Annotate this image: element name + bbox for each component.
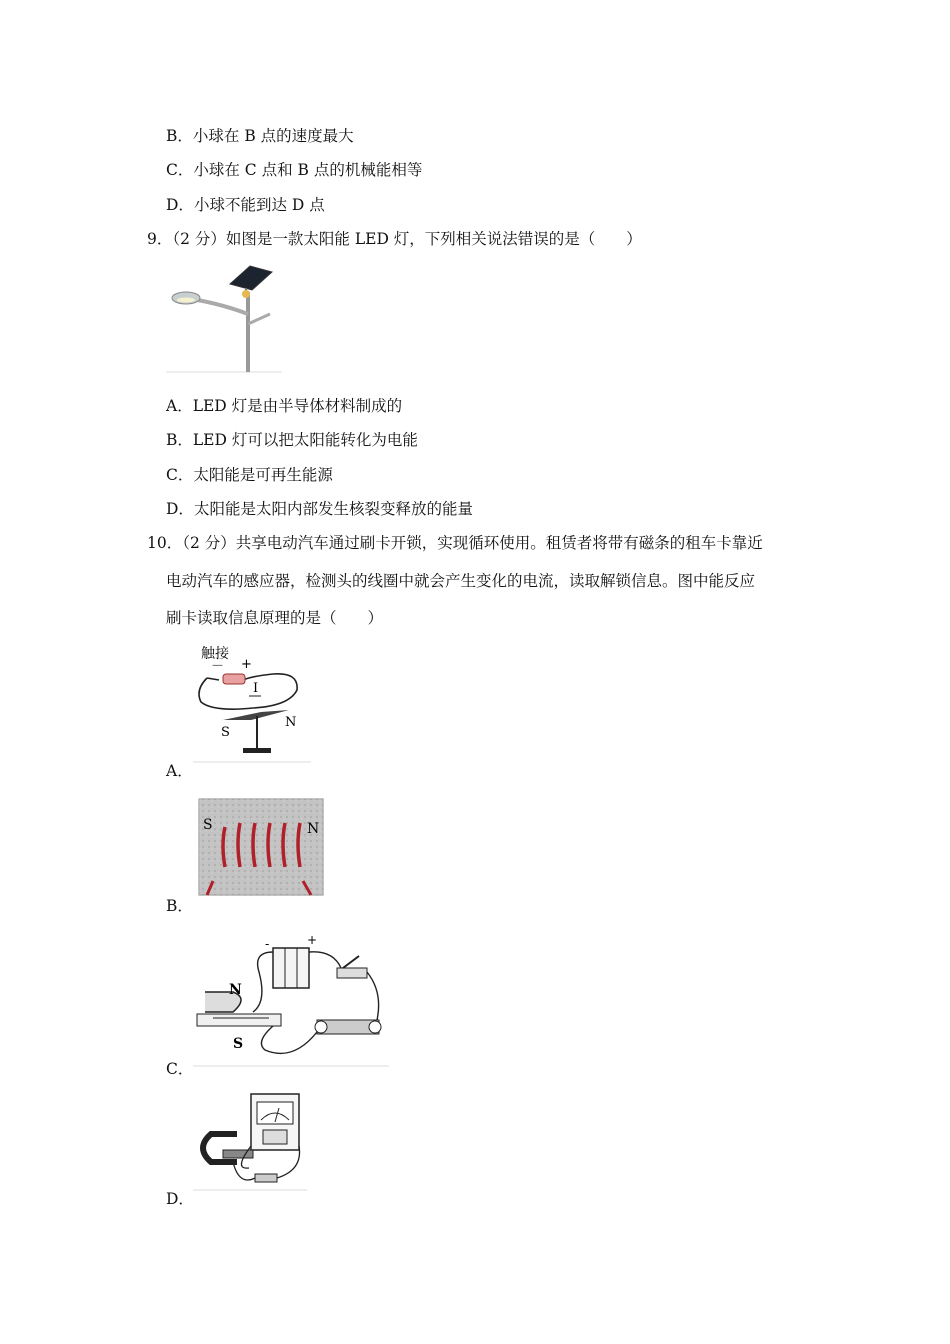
svg-text:-: - [265,937,270,951]
svg-text:S: S [203,817,213,833]
figure-c-motor-circuit [193,932,389,1068]
q10-option-b-label: B． [166,897,193,915]
q8-option-c: C．小球在 C 点和 B 点的机械能相等 [166,161,423,179]
svg-text:+: + [307,933,318,947]
q10-option-c-label: C． [166,1060,194,1078]
q9-option-c: C．太阳能是可再生能源 [166,466,333,484]
fig-a-touch-label: 触接 [201,646,229,662]
q8-option-d: D．小球不能到达 D 点 [166,196,325,214]
q10-stem-line-2: 电动汽车的感应器，检测头的线圈中就会产生变化的电流，读取解锁信息。图中能反应 [166,572,756,590]
q8-option-b: B．小球在 B 点的速度最大 [166,127,354,145]
q9-option-b: B．LED 灯可以把太阳能转化为电能 [166,431,418,449]
q9-stem: 9．（2 分）如图是一款太阳能 LED 灯，下列相关说法错误的是（ ） [147,230,642,248]
solar-led-lamp-figure [166,262,282,374]
q10-option-d-label: D． [166,1190,194,1208]
svg-text:S: S [221,725,230,740]
svg-text:N: N [229,982,242,998]
q10-option-a-label: A． [166,762,193,780]
figure-a-oersted-experiment [193,640,311,764]
svg-text:+: + [241,657,252,672]
svg-text:N: N [285,715,297,730]
svg-text:I: I [253,681,259,696]
figure-b-solenoid-coil [195,797,327,899]
q9-option-a: A．LED 灯是由半导体材料制成的 [166,397,403,415]
svg-text:－: － [211,659,225,674]
q10-stem-line-3: 刷卡读取信息原理的是（ ） [166,609,384,627]
q9-option-d: D．太阳能是太阳内部发生核裂变释放的能量 [166,500,473,518]
q10-stem-line-1: 10．（2 分）共享电动汽车通过刷卡开锁，实现循环使用。租赁者将带有磁条的租车卡靠近 [147,534,763,552]
figure-d-galvanometer-induction [193,1090,307,1194]
svg-text:N: N [307,821,320,837]
svg-text:S: S [233,1036,244,1052]
